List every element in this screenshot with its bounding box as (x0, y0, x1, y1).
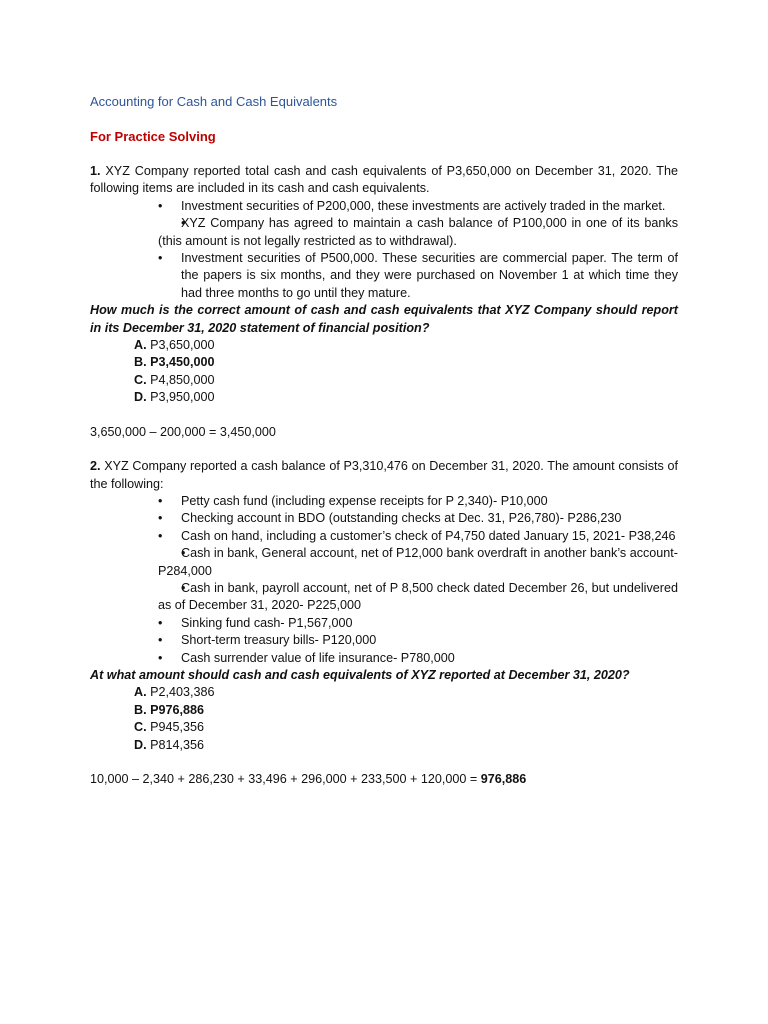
choice-text: P3,450,000 (150, 355, 215, 370)
choice-d (134, 389, 678, 406)
choice-text: P976,886 (150, 702, 205, 717)
list-item: • Investment securities of P500,000. These securities are commercial paper. The term of the papers is six months, and they were purchased on November 1 at which time they had three months to go until they mature. (158, 250, 678, 302)
choice-letter: B. (134, 355, 147, 370)
problem-2-items (90, 493, 678, 667)
document-content (90, 93, 678, 788)
problem-2-choices (90, 684, 678, 754)
choice-text: P3,650,000 (150, 338, 215, 353)
choice-letter: C. (134, 720, 147, 735)
list-item: • Cash on hand, including a customer’s check of P4,750 dated January 15, 2021- P38,246 (158, 528, 678, 545)
problem-2-intro-text: XYZ Company reported a cash balance of P3,310,476 on December 31, 2020. The amount consists of the following: (90, 459, 679, 491)
choice-c (134, 719, 678, 736)
choice-c (134, 372, 678, 389)
choice-a (134, 684, 678, 701)
problem-2-intro (90, 458, 678, 493)
list-item: • Sinking fund cash- P1,567,000 (158, 615, 678, 632)
problem-2-number: 2. (90, 459, 101, 474)
problem-1-number: 1. (90, 164, 101, 178)
list-item: • Cash surrender value of life insurance- P780,000 (158, 650, 678, 667)
choice-text: P945,356 (150, 720, 205, 735)
problem-1-solution: 3,650,000 – 200,000 = 3,450,000 (90, 424, 276, 439)
choice-letter: C. (134, 372, 147, 387)
section-subtitle: For Practice Solving (90, 129, 216, 144)
choice-text: P4,850,000 (150, 372, 215, 387)
choice-letter: B. (134, 702, 147, 717)
choice-text: P3,950,000 (150, 390, 215, 405)
choice-text: P2,403,386 (150, 685, 215, 700)
choice-b (134, 354, 678, 371)
problem-1-intro (90, 163, 678, 198)
choice-letter: D. (134, 737, 147, 752)
problem-2-question: At what amount should cash and cash equivalents of XYZ reported at December 31, 2020? (90, 667, 630, 682)
list-item: • Investment securities of P200,000, these investments are actively traded in the market. (158, 198, 678, 215)
list-item: • XYZ Company has agreed to maintain a cash balance of P100,000 in one of its banks (this amount is not legally restricted as to withdrawal). (158, 215, 678, 250)
choice-b (134, 702, 678, 719)
problem-1-choices (90, 337, 678, 407)
list-item: • Cash in bank, General account, net of P12,000 bank overdraft in another bank’s account- P284,000 (158, 545, 678, 580)
page-title: Accounting for Cash and Cash Equivalents (90, 94, 338, 109)
list-item: • Cash in bank, payroll account, net of P 8,500 check dated December 26, but undelivered as of December 31, 2020- P225,000 (158, 580, 678, 615)
list-item: • Petty cash fund (including expense receipts for P 2,340)- P10,000 (158, 493, 678, 510)
solution-expression: 10,000 – 2,340 + 286,230 + 33,496 + 296,000 + 233,500 + 120,000 = (90, 772, 481, 786)
choice-letter: D. (134, 390, 147, 405)
problem-1-items (90, 198, 678, 302)
solution-result: 976,886 (480, 772, 527, 786)
list-item: • Short-term treasury bills- P120,000 (158, 632, 678, 649)
choice-a (134, 337, 678, 354)
problem-1-question: How much is the correct amount of cash and cash equivalents that XYZ Company should report in its December 31, 2020 statement of financial position? (90, 303, 678, 335)
choice-text: P814,356 (150, 737, 205, 752)
choice-letter: A. (134, 338, 147, 353)
problem-2-solution (90, 771, 678, 788)
list-item: • Checking account in BDO (outstanding checks at Dec. 31, P26,780)- P286,230 (158, 510, 678, 527)
choice-letter: A. (134, 685, 147, 700)
problem-1-intro-text: XYZ Company reported total cash and cash equivalents of P3,650,000 on December 31, 2020. The following items are included in its cash and cash equivalents. (90, 164, 679, 196)
choice-d (134, 737, 678, 754)
